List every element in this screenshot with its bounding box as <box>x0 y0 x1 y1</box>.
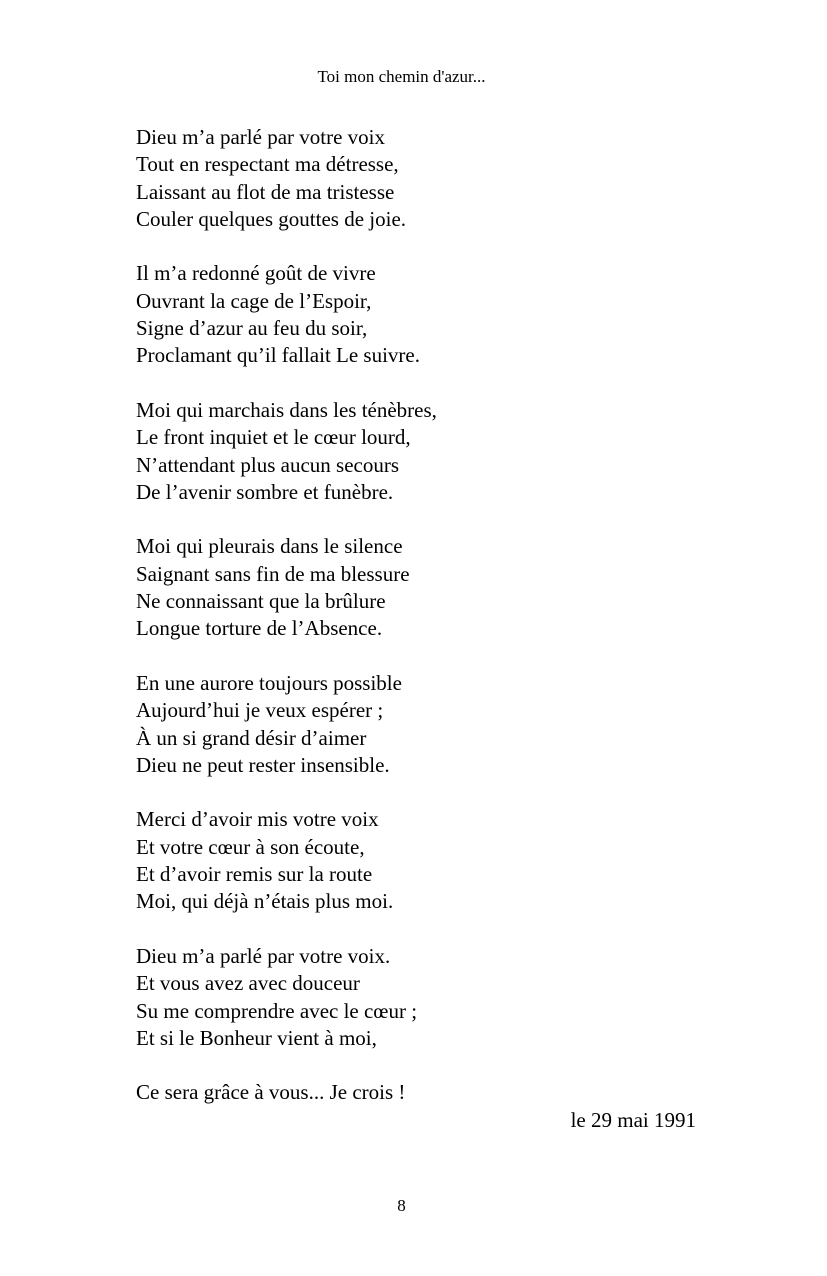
stanza-2 <box>136 260 736 369</box>
verse: Il m’a redonné goût de vivre <box>136 261 376 286</box>
stanza-5 <box>136 670 736 779</box>
verse: Longue torture de l’Absence. <box>136 616 383 641</box>
verse: De l’avenir sombre et funèbre. <box>136 479 394 504</box>
verse: À un si grand désir d’aimer <box>136 725 367 750</box>
verse: N’attendant plus aucun secours <box>136 452 400 477</box>
poem <box>136 124 736 1134</box>
verse: Moi qui marchais dans les ténèbres, <box>136 397 437 422</box>
verse: Tout en respectant ma détresse, <box>136 152 399 177</box>
stanza-8 <box>136 1079 736 1106</box>
stanza-1 <box>136 124 736 233</box>
verse: Et vous avez avec douceur <box>136 971 360 996</box>
verse: Proclamant qu’il fallait Le suivre. <box>136 343 420 368</box>
verse: Moi, qui déjà n’étais plus moi. <box>136 889 394 914</box>
verse: Su me comprendre avec le cœur ; <box>136 998 418 1023</box>
verse: Le front inquiet et le cœur lourd, <box>136 425 411 450</box>
stanza-6 <box>136 806 736 915</box>
verse: Signe d’azur au feu du soir, <box>136 316 368 341</box>
verse: Et d’avoir remis sur la route <box>136 862 373 887</box>
verse: Dieu m’a parlé par votre voix <box>136 125 385 149</box>
verse: Merci d’avoir mis votre voix <box>136 807 379 832</box>
running-header: Toi mon chemin d'azur... <box>317 67 486 86</box>
verse: Laissant au flot de ma tristesse <box>136 179 395 204</box>
verse: Dieu m’a parlé par votre voix. <box>136 943 391 968</box>
verse: Couler quelques gouttes de joie. <box>136 206 407 231</box>
page-number: 8 <box>397 1196 406 1215</box>
verse: En une aurore toujours possible <box>136 670 402 695</box>
poem-date: le 29 mai 1991 <box>570 1108 696 1132</box>
verse: Et si le Bonheur vient à moi, <box>136 1025 377 1050</box>
verse: Saignant sans fin de ma blessure <box>136 561 410 586</box>
verse: Ce sera grâce à vous... Je crois ! <box>136 1080 406 1105</box>
verse: Moi qui pleurais dans le silence <box>136 534 403 559</box>
verse: Ouvrant la cage de l’Espoir, <box>136 288 372 313</box>
verse: Aujourd’hui je veux espérer ; <box>136 698 384 723</box>
verse: Dieu ne peut rester insensible. <box>136 752 390 777</box>
stanza-7 <box>136 943 736 1052</box>
verse: Ne connaissant que la brûlure <box>136 589 386 614</box>
stanza-3 <box>136 397 736 506</box>
verse: Et votre cœur à son écoute, <box>136 834 365 859</box>
stanza-4 <box>136 533 736 642</box>
